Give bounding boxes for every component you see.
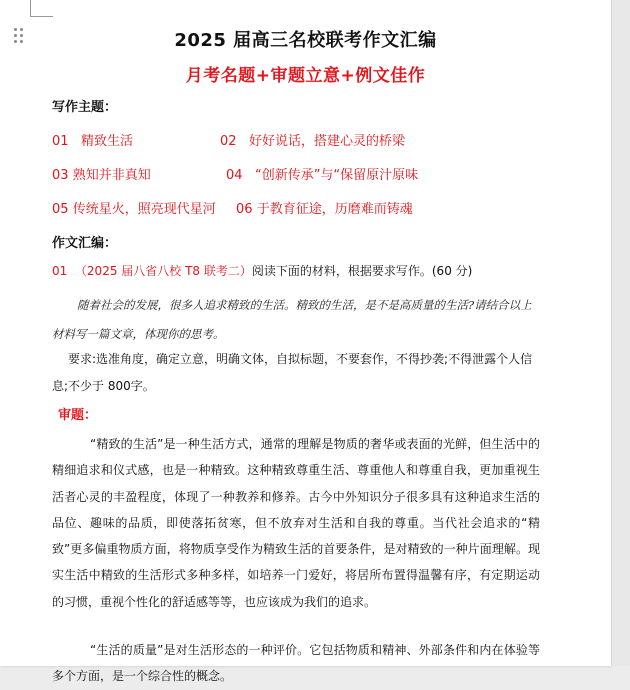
topic-item <box>220 130 405 149</box>
document-title: 2025 届高三名校联考作文汇编 <box>174 30 437 51</box>
crop-mark <box>30 0 53 17</box>
document-subtitle: 月考名题+审题立意+例文佳作 <box>185 66 426 86</box>
topic-text: 好好说话，搭建心灵的桥梁 <box>248 134 405 149</box>
topics-heading: 写作主题： <box>52 100 118 115</box>
material-text: 随着社会的发展，很多人追求精致的生活。精致的生活，是不是高质量的生活?请结合以上材料写一篇文章，体现你的思考。 <box>52 298 532 341</box>
topic-item <box>52 198 216 217</box>
analysis-paragraph: “精致的生活”是一种生活方式，通常的理解是物质的奢华或表面的光鲜，但生活中的精细追求和仪式感，也是一种精致。这种精致尊重生活、尊重他人和尊重自我，更加重视生活者心灵的丰盈程度，体现了一种教养和修养。古今中外知识分子很多具有这种追求生活的品位、趣味的品质，即使落拓贫寒，但不放弃对生活和自我的尊重。当代社会追求的“精致”更多偏重物质方面，将物质享受作为精致生活的首要条件，是对精致的一种片面理解。现实生活中精致的生活形式多种多样，如培养一门爱好，将居所布置得温馨有序，有定期运动的习惯，重视个性化的舒适感等等，也应该成为我们的追求。 <box>52 437 540 609</box>
topic-number: 01 <box>52 134 69 149</box>
topic-text: 于教育征途，历磨难而铸魂 <box>256 202 413 217</box>
topic-number: 02 <box>220 134 237 149</box>
topic-item <box>236 198 413 217</box>
topic-number: 06 <box>236 202 253 217</box>
analysis-paragraph: “生活的质量”是对生活形态的一种评价。它包括物质和精神、外部条件和内在体验等多个方面，是一个综合性的概念。 <box>52 643 540 684</box>
topic-text: 熟知并非真知 <box>72 168 151 183</box>
topic-item <box>52 130 133 149</box>
topic-number: 04 <box>226 168 243 183</box>
topic-item <box>52 164 151 183</box>
scroll-gutter[interactable] <box>611 0 630 666</box>
topic-text: 精致生活 <box>80 134 133 149</box>
question-prompt: 阅读下面的材料，根据要求写作。(60 分) <box>251 264 473 278</box>
compilation-heading: 作文汇编： <box>52 236 118 251</box>
topic-text: 传统星火，照亮现代星河 <box>72 202 216 217</box>
topic-number: 03 <box>52 168 69 183</box>
question-number: 01 <box>52 264 68 278</box>
analysis-heading: 审题： <box>58 408 98 423</box>
topic-number: 05 <box>52 202 69 217</box>
topic-item <box>226 164 418 183</box>
question-source: （2025 届八省八校 T8 联考二） <box>74 264 252 278</box>
topic-text: “创新传承”与“保留原汁原味 <box>254 168 419 183</box>
requirement-text: 要求:选准角度，确定立意，明确文体，自拟标题，不要套作，不得抄袭;不得泄露个人信息;不少于 800字。 <box>52 352 533 393</box>
question-line <box>52 262 472 279</box>
